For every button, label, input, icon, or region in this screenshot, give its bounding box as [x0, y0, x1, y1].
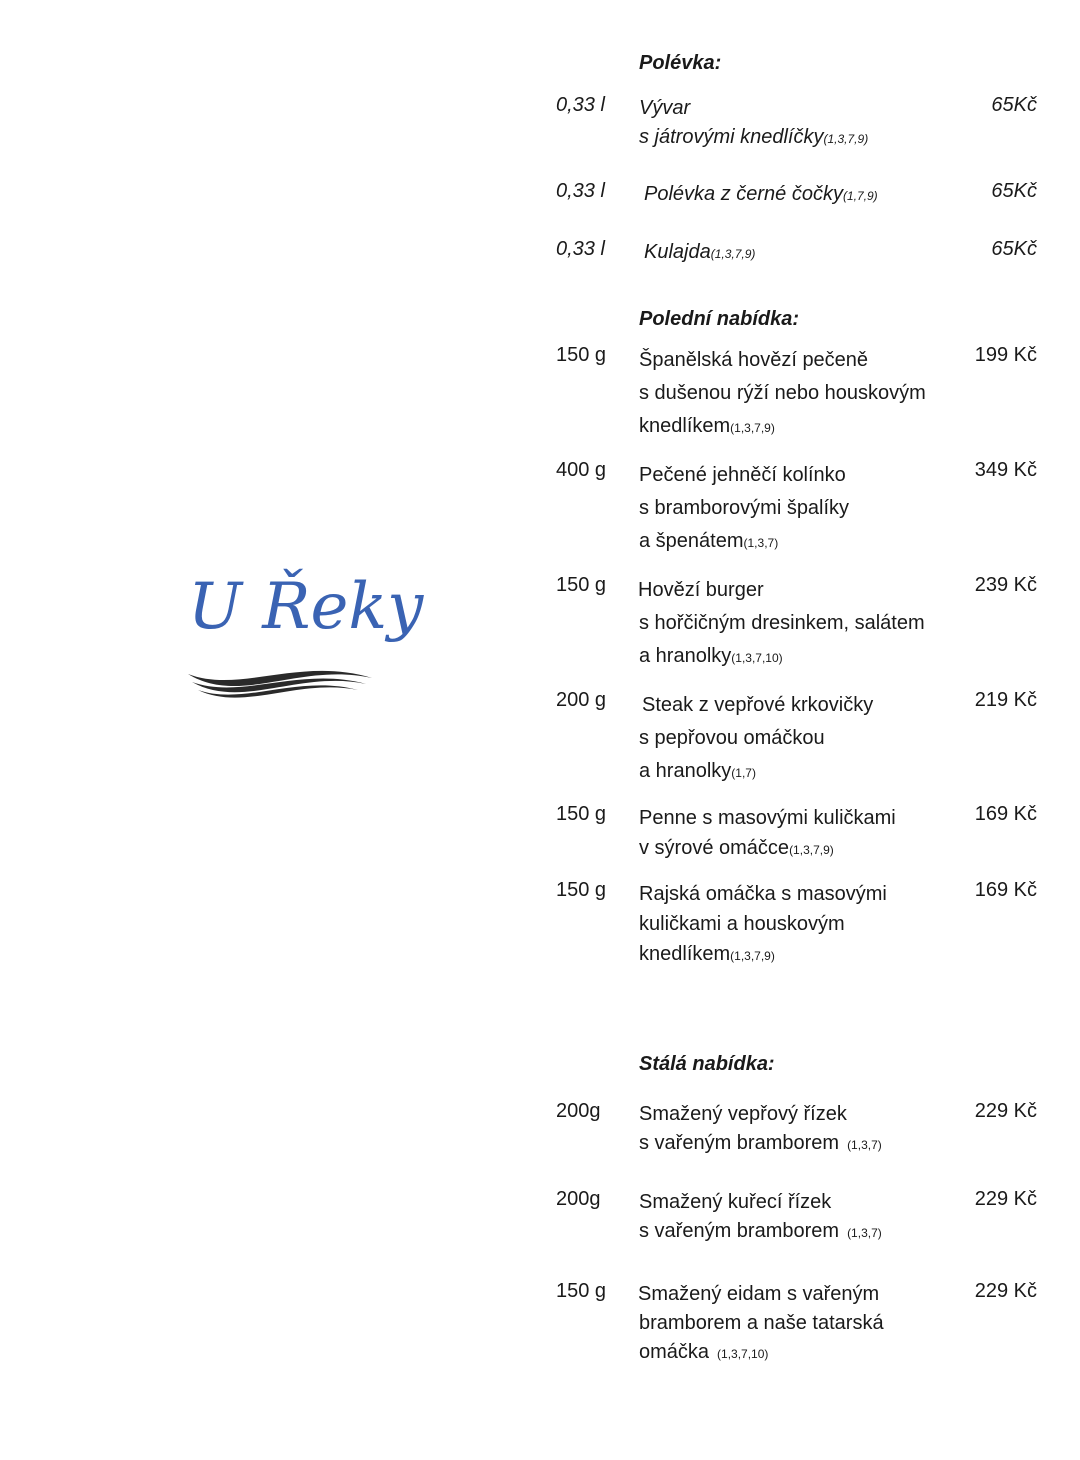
item-price: 65Kč	[991, 94, 1037, 116]
item-line: omáčka	[639, 1341, 710, 1363]
item-line: s vařeným bramborem	[639, 1132, 840, 1154]
item-line: knedlíkem	[639, 415, 731, 437]
item-price: 229 Kč	[974, 1188, 1037, 1210]
allergens: (1,3,7,9)	[730, 949, 775, 963]
item-quantity: 200g	[556, 1188, 601, 1210]
item-line-last	[639, 525, 849, 560]
item-quantity: 150 g	[556, 1280, 607, 1302]
item-line-last	[639, 123, 868, 154]
item-quantity: 150 g	[556, 574, 607, 596]
item-line: kuličkami a houskovým	[639, 913, 845, 935]
item-line-last	[644, 238, 755, 269]
item-line: a hranolky	[639, 760, 732, 782]
item-price: 65Kč	[991, 238, 1037, 260]
item-description	[639, 574, 925, 675]
item-description	[644, 180, 878, 211]
item-description	[639, 459, 849, 560]
item-line: s bramborovými špalíky	[639, 497, 850, 519]
allergens: (1,3,7,9)	[823, 132, 869, 146]
item-description	[644, 238, 755, 269]
allergens: (1,3,7,10)	[731, 651, 783, 665]
item-line-last	[639, 410, 926, 445]
item-quantity: 200g	[556, 1100, 601, 1122]
item-quantity: 0,33 l	[556, 238, 605, 260]
item-line-last	[639, 1129, 882, 1160]
item-line: Rajská omáčka s masovými	[639, 883, 887, 905]
item-price: 239 Kč	[974, 574, 1037, 596]
item-quantity: 200 g	[556, 689, 607, 711]
item-line: Hovězí burger	[638, 579, 764, 601]
item-price: 199 Kč	[974, 344, 1037, 366]
item-line: Vývar	[639, 97, 691, 119]
section-title-lunch: Polední nabídka:	[639, 308, 800, 330]
allergens: (1,3,7,9)	[730, 421, 775, 435]
item-line-last	[644, 180, 878, 211]
item-price: 349 Kč	[974, 459, 1037, 481]
allergens: (1,3,7,10)	[717, 1347, 769, 1361]
item-description	[639, 1100, 882, 1160]
item-line: Polévka z černé čočky	[644, 183, 843, 205]
item-line-last	[639, 833, 896, 865]
item-description	[639, 1280, 884, 1369]
item-line: Smažený eidam s vařeným	[638, 1283, 880, 1305]
item-description	[639, 94, 868, 154]
item-line: a hranolky	[639, 645, 732, 667]
item-line: Penne s masovými kuličkami	[639, 807, 896, 829]
item-price: 169 Kč	[974, 803, 1037, 825]
restaurant-logo	[180, 560, 424, 710]
section-title-soup: Polévka:	[639, 52, 722, 74]
item-price: 219 Kč	[974, 689, 1037, 711]
item-line: Smažený kuřecí řízek	[639, 1191, 832, 1213]
allergens: (1,7)	[731, 766, 756, 780]
item-description	[639, 344, 926, 445]
allergens: (1,3,7)	[847, 1226, 882, 1240]
logo-graphic	[180, 560, 424, 710]
item-line: s pepřovou omáčkou	[639, 727, 825, 749]
item-line-last	[639, 755, 873, 790]
item-quantity: 0,33 l	[556, 180, 605, 202]
item-price: 169 Kč	[974, 879, 1037, 901]
item-line: knedlíkem	[639, 943, 731, 965]
section-title-permanent: Stálá nabídka:	[639, 1053, 775, 1075]
item-quantity: 0,33 l	[556, 94, 605, 116]
allergens: (1,3,7,9)	[710, 247, 756, 261]
item-line-last	[639, 1217, 882, 1248]
item-description	[639, 1188, 882, 1248]
allergens: (1,3,7)	[743, 536, 779, 550]
item-line: s vařeným bramborem	[639, 1220, 840, 1242]
item-line-last	[639, 1338, 884, 1369]
item-price: 229 Kč	[974, 1280, 1037, 1302]
item-line-last	[639, 640, 925, 675]
allergens: (1,3,7)	[847, 1138, 882, 1152]
item-quantity: 400 g	[556, 459, 607, 481]
item-line: Pečené jehněčí kolínko	[639, 464, 846, 486]
allergens: (1,7,9)	[842, 189, 878, 203]
item-description	[639, 879, 887, 971]
item-quantity: 150 g	[556, 344, 607, 366]
item-quantity: 150 g	[556, 879, 607, 901]
allergens: (1,3,7,9)	[789, 843, 834, 857]
item-line: Smažený vepřový řízek	[639, 1103, 847, 1125]
logo-text: U Řeky	[188, 570, 424, 644]
item-line: s hořčičným dresinkem, salátem	[639, 612, 925, 634]
item-line: Steak z vepřové krkovičky	[642, 694, 874, 716]
item-price: 65Kč	[991, 180, 1037, 202]
item-description	[639, 803, 896, 865]
item-price: 229 Kč	[974, 1100, 1037, 1122]
item-line: a špenátem	[639, 530, 744, 552]
item-line: s játrovými knedlíčky	[639, 126, 824, 148]
item-line: v sýrové omáčce	[639, 837, 790, 859]
item-line: Španělská hovězí pečeně	[639, 349, 869, 371]
item-quantity: 150 g	[556, 803, 607, 825]
item-line-last	[639, 939, 887, 971]
item-line: Kulajda	[644, 241, 711, 263]
item-description	[639, 689, 873, 790]
item-line: bramborem a naše tatarská	[639, 1312, 884, 1334]
item-line: s dušenou rýží nebo houskovým	[639, 382, 926, 404]
